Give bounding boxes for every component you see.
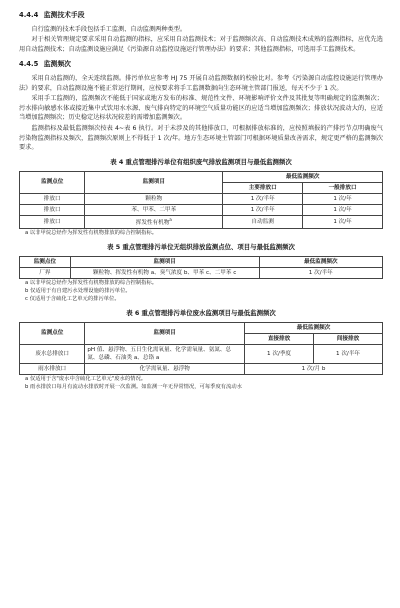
- column-header: 监测点位: [20, 322, 85, 344]
- column-header: 一般排放口: [303, 182, 383, 193]
- table-cell: [85, 216, 223, 229]
- table-cell: 1 次/半年: [259, 268, 382, 279]
- table-cell: 1 次/年: [303, 216, 383, 229]
- footnote: a 以非甲烷总烃作为挥发性有机物排放的综合控制指标。: [25, 230, 158, 237]
- table-cell: 化学需氧量、悬浮物: [85, 364, 245, 375]
- table-cell: 排放口: [20, 193, 85, 204]
- table-caption: 表 5 重点管理排污单位无组织排放监测点位、项目与最低监测频次: [107, 243, 295, 252]
- table-cell: 苯、甲苯、二甲苯: [85, 205, 223, 216]
- paragraph: 自行监测的技术手段包括手工监测、自动监测两种类型。: [31, 25, 187, 33]
- footnote: c 仅适用于含硫化工艺单元的排污单位。: [25, 296, 120, 303]
- column-header: 间接排放: [314, 334, 383, 345]
- footnote: b 雨水排放口每月有流动水排放时开展一次监测。如监测一年无异常情况，可每季度有流动水: [25, 384, 242, 391]
- table-caption: 表 6 重点管理排污单位废水监测项目与最低监测频次: [126, 308, 276, 317]
- table-cell: 颗粒物、挥发性有机物 a、臭气浓度 b、甲苯 c、二甲苯 c: [70, 268, 259, 279]
- table-row: [20, 268, 383, 279]
- column-header: 监测点位: [20, 171, 85, 193]
- table-row: [20, 364, 383, 375]
- table-cell: 厂界: [20, 268, 71, 279]
- table-row: [20, 205, 383, 216]
- footnote-marker: a: [169, 217, 172, 223]
- paragraph: 对于相关管理规定要求采用自动监测的指标，应采用自动监测技术；对于监测频次高、自动监测技术成熟的监测指标，应优先选用自动监测技术；自动监测设施应满足《污染源自动监控设施运行管理办法》的要求；其他监测指标，可选用手工监测技术。: [19, 36, 383, 53]
- table-row: [20, 345, 383, 364]
- table-cell: pH 值、悬浮物、五日生化需氧量、化学需氧量、氨氮、总氮、总磷、石油类 a、总铬 a: [85, 345, 245, 364]
- table-cell: 1 次/年: [303, 193, 383, 204]
- table-cell: 1 次/季度: [245, 345, 314, 364]
- footnote: a 仅适用于含"废水中含硫化工艺单元"废水的情况。: [25, 376, 147, 383]
- cell-text: 挥发性有机物: [135, 219, 170, 226]
- table-cell: 雨水排放口: [20, 364, 85, 375]
- column-header: 监测点位: [20, 256, 71, 267]
- section-heading-444: [19, 10, 383, 21]
- section-title: 监测频次: [43, 60, 71, 69]
- table-cell: 排放口: [20, 205, 85, 216]
- table-6: [19, 322, 383, 376]
- table-cell: 废水总排放口: [20, 345, 85, 364]
- table-cell: 1 次/月 b: [245, 364, 383, 375]
- footnote: b 仅适用于有自建污水处理设施的排污单位。: [25, 288, 131, 295]
- column-header: 最低监测频次: [259, 256, 382, 267]
- table-cell: 1 次/年: [303, 205, 383, 216]
- table-4: [19, 171, 383, 229]
- column-header: 主要排放口: [223, 182, 303, 193]
- table-cell: 自动监测: [223, 216, 303, 229]
- paragraph: 监测指标及最低监测频次按表 4~表 6 执行。对于未涉及的其他排放口，可根据排放标准的，应按照填报的产排污节点明确废气污染物监测指标及频次，监测频次原则上不得低于 1 次/年。地方生态环境主管部门可根据环境质量改善需求，规定更严格的监测频次要求。: [19, 124, 383, 152]
- column-header: 监测项目: [70, 256, 259, 267]
- table-note: [19, 230, 383, 238]
- table-notes: [19, 376, 383, 392]
- column-header: 最低监测频次: [223, 171, 383, 182]
- table-cell: 1 次/半年: [223, 205, 303, 216]
- section-title: 监测技术手段: [43, 11, 85, 19]
- table-cell: 1 次/半年: [314, 345, 383, 364]
- table-notes: [19, 280, 383, 304]
- table-row: [20, 216, 383, 229]
- section-number: 4.4.5: [19, 60, 39, 69]
- table-caption: 表 4 重点管理排污单位有组织废气排放监测项目与最低监测频次: [110, 157, 292, 166]
- table-cell: 排放口: [20, 216, 85, 229]
- section-heading-445: [19, 59, 383, 70]
- table-cell: 颗粒物: [85, 193, 223, 204]
- footnote: a 以非甲烷总烃作为挥发性有机物排放的综合控制指标。: [25, 280, 158, 287]
- column-header: 直接排放: [245, 334, 314, 345]
- paragraph: 采用手工监测的，监测频次不能低于国家或地方发布的标准、规范性文件、环境影响评价文件及其批复等明确规定的监测频次；污水排向敏感水体或接近集中式饮用水水源、废气排向特定的环境空气质量功能区的应适当增加监测频次；排放状况波动大的，应适当增加监测频次；历史稳定达标状况较差的需增加监测频次。: [19, 95, 383, 122]
- column-header: 最低监测频次: [245, 322, 383, 333]
- table-cell: 1 次/半年: [223, 193, 303, 204]
- column-header: 监测项目: [85, 171, 223, 193]
- table-row: [20, 193, 383, 204]
- section-number: 4.4.4: [19, 11, 39, 19]
- table-5: [19, 256, 383, 279]
- paragraph: 采用自动监测的，全天连续监测。排污单位应参考 HJ 75 开展自动监测数据的校验比对。参考《污染源自动监控设施运行管理办法》的要求，自动监测设施不能正常运行期间，应按要求将手工监测数据向生态环境主管部门报送，每天不少于 1 次。: [19, 74, 383, 92]
- column-header: 监测项目: [85, 322, 245, 344]
